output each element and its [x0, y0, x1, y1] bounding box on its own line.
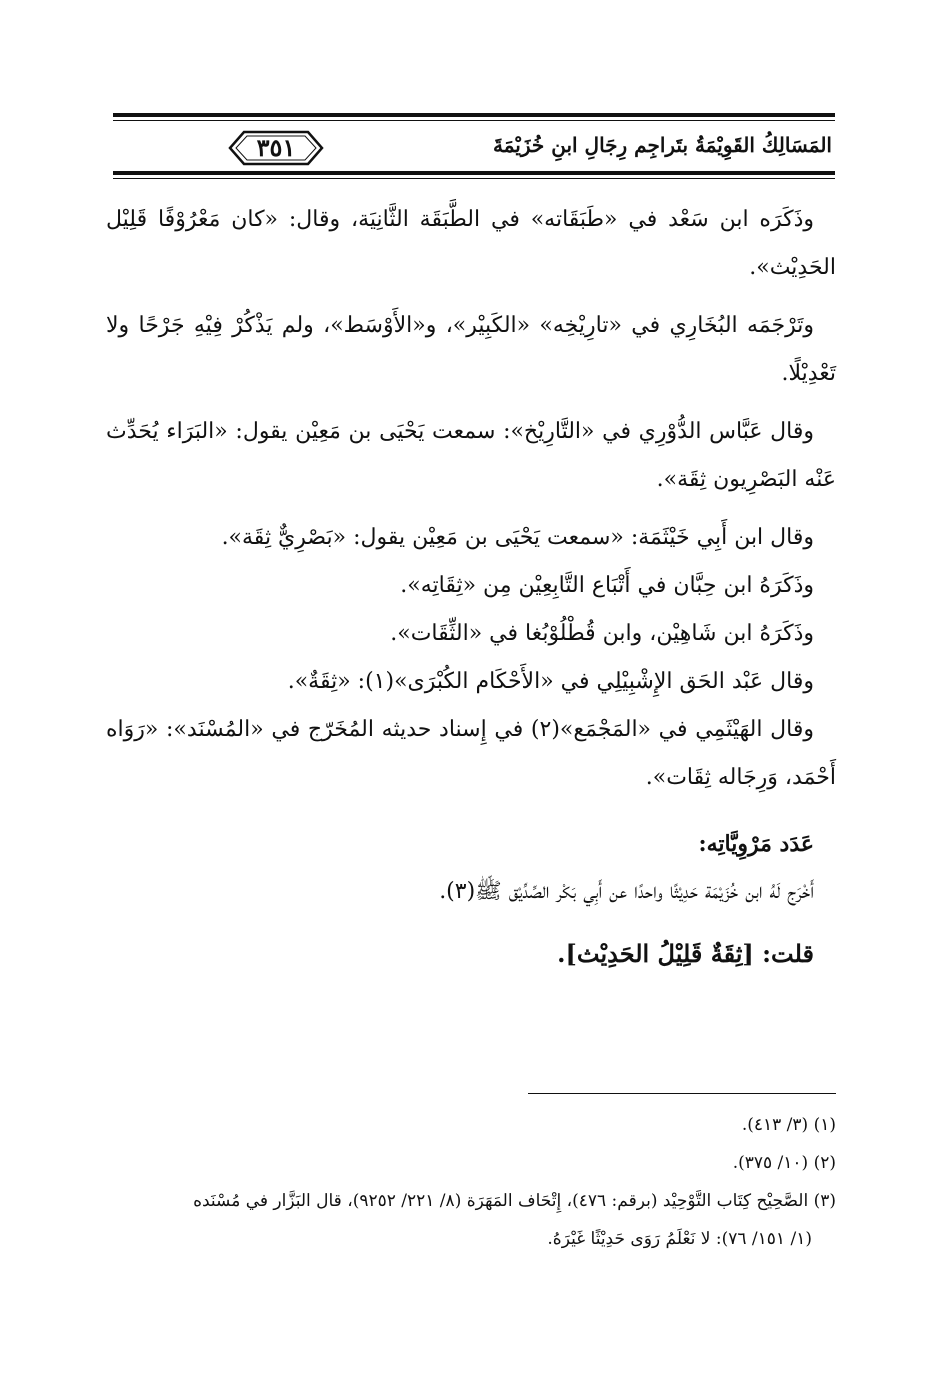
header-rule-top-thin: [113, 120, 835, 121]
main-text: [106, 196, 836, 988]
section-heading-narrations: عَدَد مَرْوِيَّاتِه:: [698, 831, 814, 857]
paragraph-ibn-hibban: وذَكَرَهُ ابن حِبَّان في أَتْبَاع التَّابِعِيْن مِن «ثِقَاتِه».: [400, 573, 814, 598]
footnote-separator: [528, 1093, 836, 1094]
page-number: ٣٥١: [256, 133, 296, 162]
header-rule-top-thick: [113, 113, 835, 117]
footnote-3: (٣) الصَّحِيْح كِتَاب التَّوْحِيْد (برقم: ٤٧٦)، إِتْحَاف المَهَرَة (٨/ ٢٢١/ ٩٢٥٢)، قال البَزَّار في مُسْنَده: [193, 1191, 836, 1211]
header-rule-bottom-thick: [113, 171, 835, 175]
paragraph-duri: وقال عَبَّاس الدُّوْرِي في «التَّارِيْخ»: سمعت يَحْيَى بن مَعِيْن يقول: «البَرَاء يُحَدِّث عَنْه البَصْرِيون ثِقَة».: [106, 419, 836, 492]
footnotes: [106, 1106, 836, 1258]
paragraph-ibn-abi-khaythama: وقال ابن أَبِي خَيْثَمَة: «سمعت يَحْيَى بن مَعِيْن يقول: «بَصْرِيٌّ ثِقَة».: [221, 525, 814, 550]
footnote-1: (١) (٣/ ٤١٣).: [741, 1115, 836, 1135]
paragraph-ibn-khuzayma: أَخْرَج لَهُ ابن خُزَيْمَة حَدِيْثًا واحدًا عن أَبِي بَكْر الصِّدِّيْق ﷺ(٣).: [439, 879, 814, 904]
page-number-ornament: [226, 126, 326, 170]
running-title: المَسَالِكُ القَوِيْمَةُ بتَراجِم رِجَالِ ابنِ خُزَيْمَةَ: [493, 133, 832, 157]
paragraph-ishbili: وقال عَبْد الحَق الإِشْبِيْلِي في «الأَحْكَام الكُبْرَى»(١): «ثِقَةٌ».: [287, 669, 814, 694]
conclusion: قلت: [ثِقَةٌ قَلِيْلُ الحَدِيْث].: [557, 939, 814, 968]
footnote-2: (٢) (١٠/ ٣٧٥).: [732, 1153, 836, 1173]
paragraph-bukhari: وتَرْجَمَه البُخَارِي في «تارِيْخِه» «الكَبِيْر»، و«الأَوْسَط»، ولم يَذْكُرْ فِيْهِ جَرْحًا ولا تَعْدِيْلًا.: [106, 313, 836, 386]
paragraph-ibn-saad: وذَكَرَه ابن سَعْد في «طَبَقَاته» في الطَّبَقَة الثَّانِيَة، وقال: «كان مَعْرُوْفًا قَلِيْل الحَدِيْث».: [106, 207, 836, 280]
header-rule-bottom-thin: [113, 178, 835, 179]
footnote-3-continuation: (١/ ١٥١/ ٧٦): لا نَعْلَمُ رَوَى حَدِيْثًا غَيْرَهُ.: [547, 1229, 812, 1249]
paragraph-haythami: وقال الهَيْثَمِي في «المَجْمَع»(٢) في إِسناد حديثه المُخَرّج في «المُسْنَد»: «رَوَاه أَحْمَد، وَرِجَاله ثِقَات».: [106, 717, 836, 790]
paragraph-ibn-shahin: وذَكَرَهُ ابن شَاهِيْن، وابن قُطْلُوْبُغا في «الثِّقَات».: [390, 621, 814, 646]
